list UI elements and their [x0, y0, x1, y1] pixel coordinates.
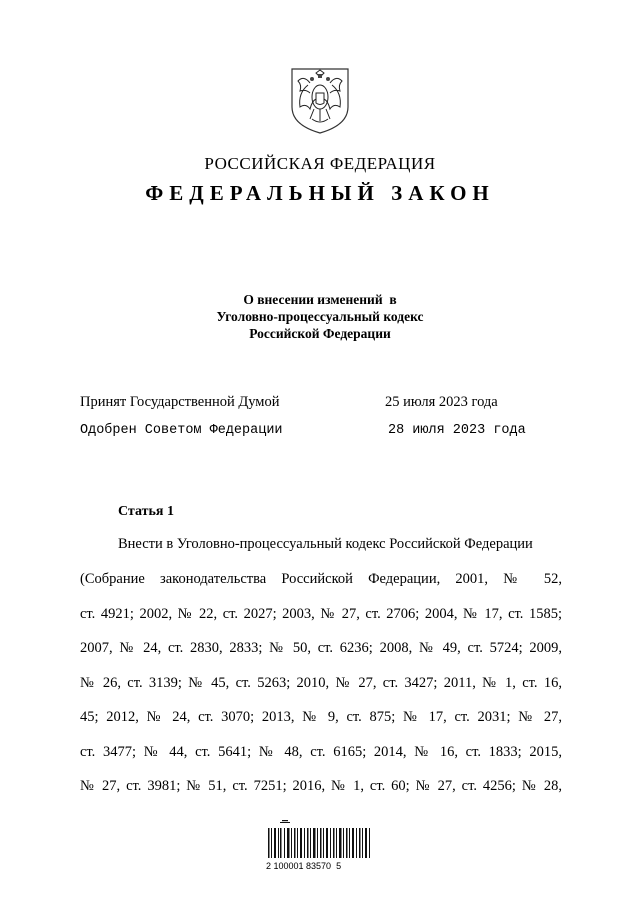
law-type-heading: ФЕДЕРАЛЬНЫЙ ЗАКОН: [145, 181, 495, 205]
article-text-line: 45; 2012, № 24, ст. 3070; 2013, № 9, ст. 875; № 17, ст. 2031; № 27,: [80, 709, 562, 725]
adopted-by-duma-label: Принят Государственной Думой: [80, 394, 280, 410]
article-heading: Статья 1: [118, 504, 174, 519]
approved-by-council-date: 28 июля 2023 года: [388, 423, 526, 438]
article-text-line: № 26, ст. 3139; № 45, ст. 5263; 2010, № 27, ст. 3427; 2011, № 1, ст. 16,: [80, 675, 562, 691]
adopted-by-duma-date: 25 июля 2023 года: [385, 394, 498, 410]
law-title-line: О внесении изменений в: [243, 292, 397, 307]
law-title-line: Уголовно-процессуальный кодекс: [216, 309, 424, 324]
barcode-number: 2 100001 83570 5: [266, 861, 342, 871]
article-text-line: Внести в Уголовно-процессуальный кодекс Российской Федерации: [118, 536, 533, 552]
article-text-line: (Собрание законодательства Российской Федерации, 2001, № 52,: [80, 571, 562, 587]
article-text-line: ст. 4921; 2002, № 22, ст. 2027; 2003, № 27, ст. 2706; 2004, № 17, ст. 1585;: [80, 606, 562, 622]
article-text-line: 2007, № 24, ст. 2830, 2833; № 50, ст. 6236; 2008, № 49, ст. 5724; 2009,: [80, 640, 562, 656]
law-title: [0, 291, 640, 342]
article-text-line: № 27, ст. 3981; № 51, ст. 7251; 2016, № 1, ст. 60; № 27, ст. 4256; № 28,: [80, 778, 562, 794]
article-text-line: ст. 3477; № 44, ст. 5641; № 48, ст. 6165; 2014, № 16, ст. 1833; 2015,: [80, 744, 562, 760]
country-name: РОССИЙСКАЯ ФЕДЕРАЦИЯ: [204, 154, 436, 173]
law-title-line: Российской Федерации: [249, 326, 391, 341]
barcode-icon: [266, 818, 376, 888]
approved-by-council-label: Одобрен Советом Федерации: [80, 423, 283, 438]
coat-of-arms-icon: [288, 63, 352, 135]
